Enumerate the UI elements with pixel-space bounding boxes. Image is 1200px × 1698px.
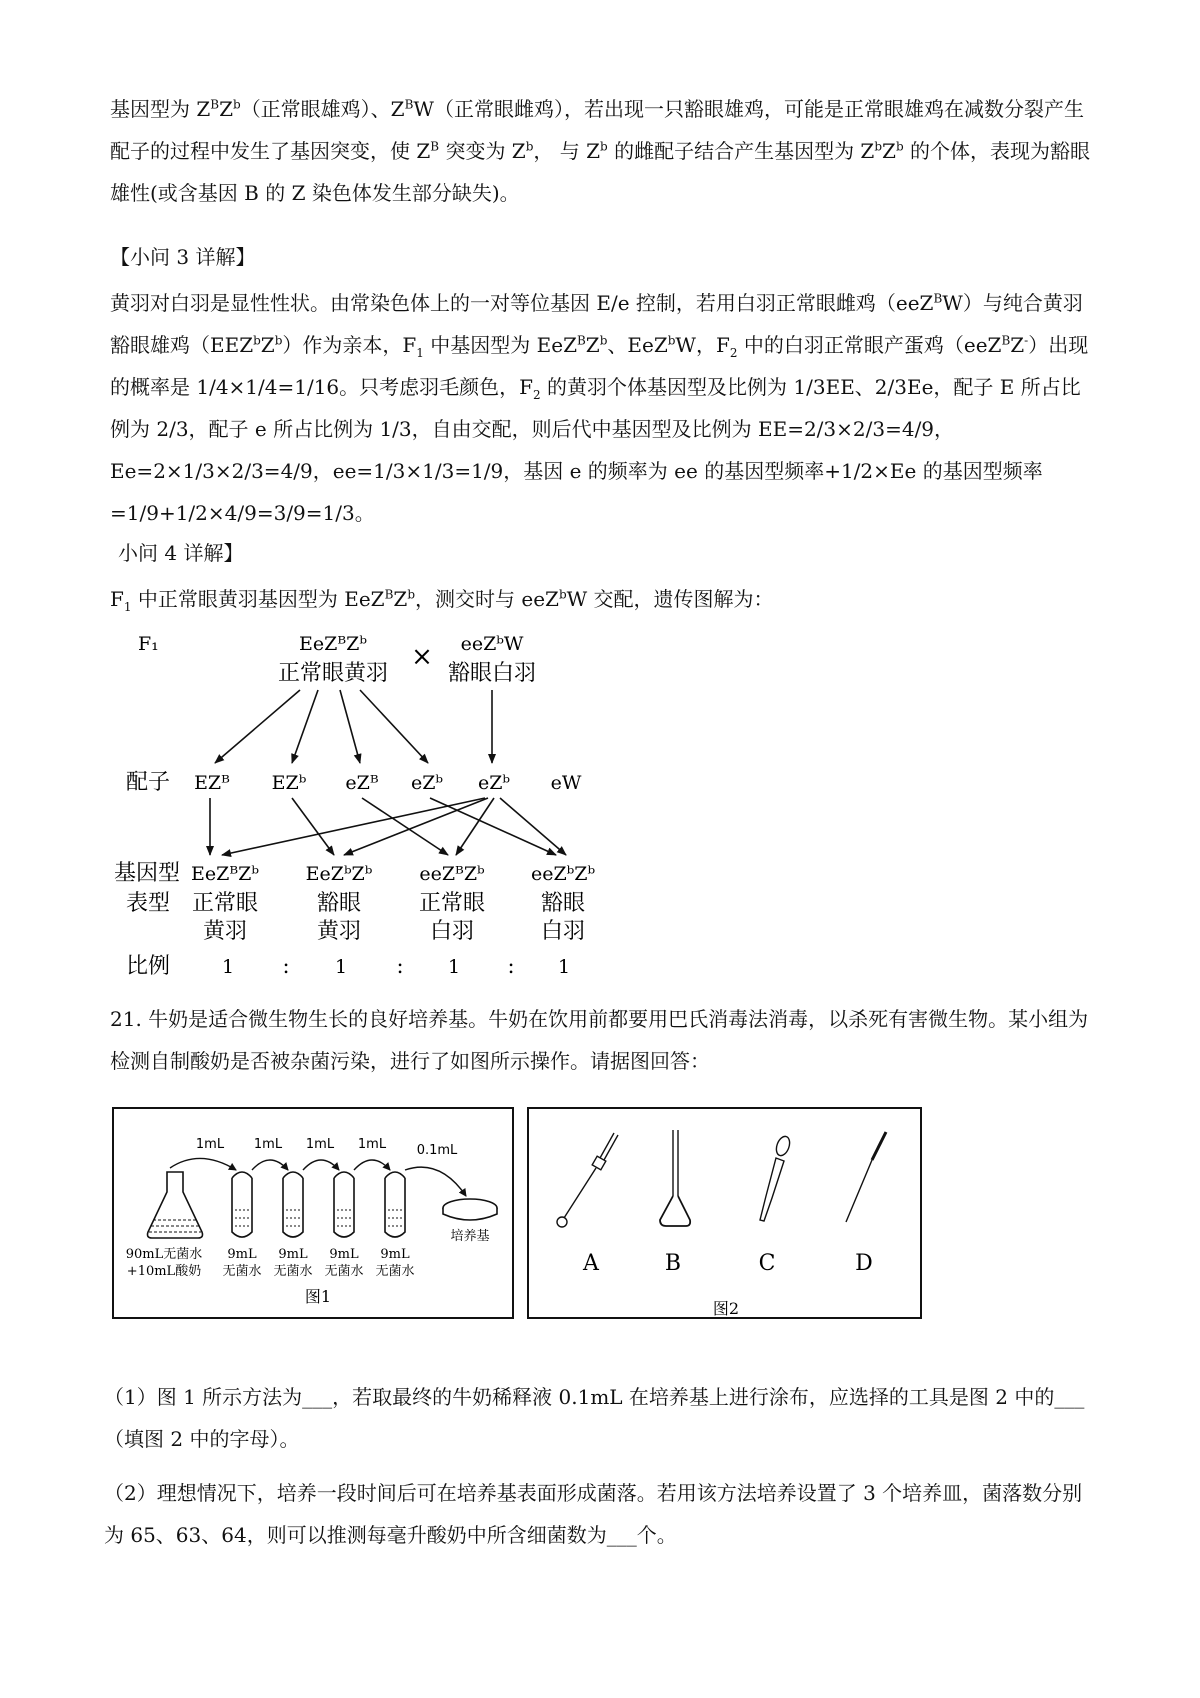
test-tube-icon <box>334 1172 354 1237</box>
tool-label: D <box>855 1251 873 1276</box>
cross-symbol: × <box>411 642 433 672</box>
petri-dish-icon <box>443 1199 497 1220</box>
test-tube-icon <box>283 1172 303 1237</box>
offspring-phenotype: 豁眼 <box>540 891 586 916</box>
tube-label: 无菌水 <box>273 1264 313 1279</box>
test-tube-icon <box>385 1172 405 1237</box>
section-heading-q4: 小问 4 详解】 <box>118 541 244 565</box>
offspring-phenotype: 白羽 <box>540 919 586 944</box>
genotype-label: 基因型 <box>114 861 181 886</box>
parent2-phenotype: 豁眼白羽 <box>447 661 537 686</box>
ratio-separator: : <box>507 954 515 978</box>
question-21-intro: 21. 牛奶是适合微生物生长的良好培养基。牛奶在饮用前都要用巴氏消毒法消毒，以杀死有害微生物。某小组为检测自制酸奶是否被杂菌污染，进行了如图所示操作。请据图回答： <box>110 1007 1089 1073</box>
offspring-phenotype: 豁眼 <box>316 891 362 916</box>
tool-label: B <box>664 1251 682 1276</box>
offspring-genotype: EeZᴮZᵇ <box>191 863 259 885</box>
offspring-phenotype: 黄羽 <box>316 919 362 944</box>
tube-label: 9mL <box>227 1247 257 1262</box>
flask-label: 90mL无菌水 <box>125 1247 203 1262</box>
tube-label: 无菌水 <box>324 1264 364 1279</box>
phenotype-label: 表型 <box>126 891 171 916</box>
flask-icon <box>148 1172 203 1238</box>
tube-label: 9mL <box>329 1247 359 1262</box>
ratio-separator: : <box>282 954 290 978</box>
figure-2-caption: 图2 <box>712 1299 740 1318</box>
dropper-icon <box>760 1135 792 1221</box>
answer-paragraph-2: 基因型为 $Z^BZ^b$（正常眼雄鸡）、$Z^BW$（正常眼雌鸡），若出现一只豁眼雄鸡，可能是正常眼雄鸡在减数分裂产生配子的过程中发生了基因突变，使 $Z^B$ 突变为 $Z^b$， 与 $Z^b$ 的雌配子结合产生基因型为 $Z^bZ^b$ 的个体，表现为豁眼雄性(或含基因 B 的 Z 染色体发生部分缺失)。 <box>110 97 1090 205</box>
ratio-value: 1 <box>221 956 235 978</box>
ratio-value: 1 <box>334 956 348 978</box>
offspring-genotype: eeZᴮZᵇ <box>419 863 485 885</box>
gamete: eW <box>550 772 582 794</box>
parent2-genotype: eeZᵇW <box>460 633 524 655</box>
gamete: eZᴮ <box>345 772 379 794</box>
figure-2-frame <box>528 1108 921 1318</box>
offspring-phenotype: 白羽 <box>429 919 475 944</box>
section-heading-q3: 【小问 3 详解】 <box>110 245 256 269</box>
gamete: EZᵇ <box>271 772 307 794</box>
offspring-genotype: eeZᵇZᵇ <box>530 863 596 885</box>
gamete: eZᵇ <box>410 772 444 794</box>
inoculating-needle-icon <box>846 1132 886 1222</box>
parent1-genotype: EeZᴮZᵇ <box>299 633 367 655</box>
gamete-label: 配子 <box>126 770 171 795</box>
test-tube-icon <box>232 1172 252 1237</box>
ratio-value: 1 <box>557 956 571 978</box>
inoculating-loop-icon <box>557 1133 618 1227</box>
answer-paragraph-3: 黄羽对白羽是显性性状。由常染色体上的一对等位基因 E/e 控制，若用白羽正常眼雌鸡（eeZ$^B$W）与纯合黄羽豁眼雄鸡$(EEZ^bZ^b)$作为亲本，$F_1$ 中基因型为 $EeZ^BZ^b$、EeZ$^b$W，$F_2$ 中的白羽正常眼产蛋鸡（eeZ$^B$Z-）出现的概率是 1/4×1/4=1/16。只考虑羽毛颜色，$F_2$ 的黄羽个体基因型及比例为 1/3EE、2/3Ee，配子 E 所占比例为 2/3，配子 e 所占比例为 1/3，自由交配，则后代中基因型及比例为 EE=2/3×2/3=4/9，Ee=2×1/3×2/3=4/9，ee=1/3×1/3=1/9，基因 e 的频率为 ee 的基因型频率+1/2×Ee 的基因型频率=1/9+1/2×4/9=3/9=1/3。 <box>110 291 1089 525</box>
question-21-part-1: （1）图 1 所示方法为___，若取最终的牛奶稀释液 0.1mL 在培养基上进行涂布，应选择的工具是图 2 中的___（填图 2 中的字母）。 <box>104 1385 1085 1451</box>
tube-label: 9mL <box>380 1247 410 1262</box>
tube-label: 9mL <box>278 1247 308 1262</box>
gamete: eZᵇ <box>477 772 511 794</box>
transfer-volume-label: 1mL <box>195 1137 225 1152</box>
tool-label: C <box>758 1251 776 1276</box>
plate-label: 培养基 <box>450 1229 490 1244</box>
question-21-part-2: （2）理想情况下，培养一段时间后可在培养基表面形成菌落。若用该方法培养设置了 3 个培养皿，菌落数分别为 65、63、64，则可以推测每毫升酸奶中所含细菌数为___个。 <box>104 1481 1083 1547</box>
parent1-phenotype: 正常眼黄羽 <box>277 661 389 686</box>
offspring-genotype: EeZᵇZᵇ <box>305 863 373 885</box>
tool-label: A <box>583 1251 599 1276</box>
ratio-separator: : <box>396 954 404 978</box>
ratio-label: 比例 <box>126 954 171 979</box>
transfer-volume-label: 0.1mL <box>416 1143 458 1158</box>
figure-1-frame <box>113 1108 513 1318</box>
ratio-value: 1 <box>447 956 461 978</box>
tube-label: 无菌水 <box>222 1264 262 1279</box>
offspring-phenotype: 正常眼 <box>418 891 486 916</box>
f1-label: F₁ <box>138 633 159 655</box>
answer-paragraph-4: $F_1$ 中正常眼黄羽基因型为 $EeZ^BZ^b$，测交时与 eeZ$^b$W 交配，遗传图解为： <box>110 587 774 614</box>
figure-1-caption: 图1 <box>304 1287 332 1306</box>
transfer-volume-label: 1mL <box>253 1137 283 1152</box>
glass-spreader-icon <box>660 1130 690 1226</box>
transfer-volume-label: 1mL <box>305 1137 335 1152</box>
gamete: EZᴮ <box>194 772 230 794</box>
flask-label: +10mL酸奶 <box>126 1264 202 1279</box>
offspring-phenotype: 正常眼 <box>191 891 259 916</box>
tube-label: 无菌水 <box>375 1264 415 1279</box>
transfer-volume-label: 1mL <box>357 1137 387 1152</box>
offspring-phenotype: 黄羽 <box>202 919 248 944</box>
